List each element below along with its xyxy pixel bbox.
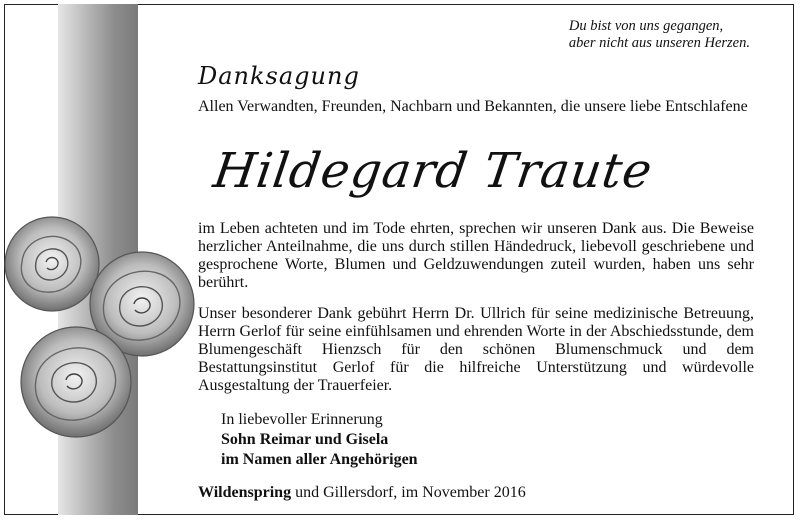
roses-image (4, 212, 204, 512)
place-rest: und Gillersdorf, im November 2016 (291, 484, 526, 501)
heading-danksagung: Danksagung (198, 62, 360, 90)
paragraph-2: Unser besonderer Dank gebührt Herrn Dr. Ullrich für seine medizinische Betreuung, Herrn Gerlof für seine einfühlsamen und ehrenden Worte in der Abschiedsstunde, dem Blumengeschäft Hienzsch für den schönen Blumenschmuck und dem Bestattungsinstitut Gerlof für die hilfreiche Unterstützung und würdevolle Ausgestaltung der Trauerfeier. (198, 305, 754, 394)
motto (569, 18, 750, 52)
motto-line-2: aber nicht aus unseren Herzen. (568, 35, 750, 51)
rose-bottom (21, 327, 131, 437)
deceased-name: Hildegard Traute (210, 143, 657, 199)
closing-line-1: In liebevoller Erinnerung (221, 411, 383, 428)
intro-text: Allen Verwandten, Freunden, Nachbarn und Bekannten, die unsere liebe Entschlafene (198, 98, 748, 115)
place-date (198, 484, 526, 502)
motto-line-1: Du bist von uns gegangen, (568, 18, 724, 34)
closing-line-2: Sohn Reimar und Gisela (221, 431, 389, 448)
paragraph-1: im Leben achteten und im Tode ehrten, sprechen wir unseren Dank aus. Die Beweise herzlicher Anteilnahme, die uns durch stillen Händedruck, liebevoll geschriebene und gesprochene Worte, Blumen und Geldzuwendungen zuteil wurden, haben uns sehr berührt. (198, 220, 754, 291)
closing-block (221, 410, 418, 470)
closing-line-3: im Namen aller Angehörigen (221, 451, 418, 468)
place-town: Wildenspring (198, 484, 292, 501)
rose-top (5, 217, 99, 311)
